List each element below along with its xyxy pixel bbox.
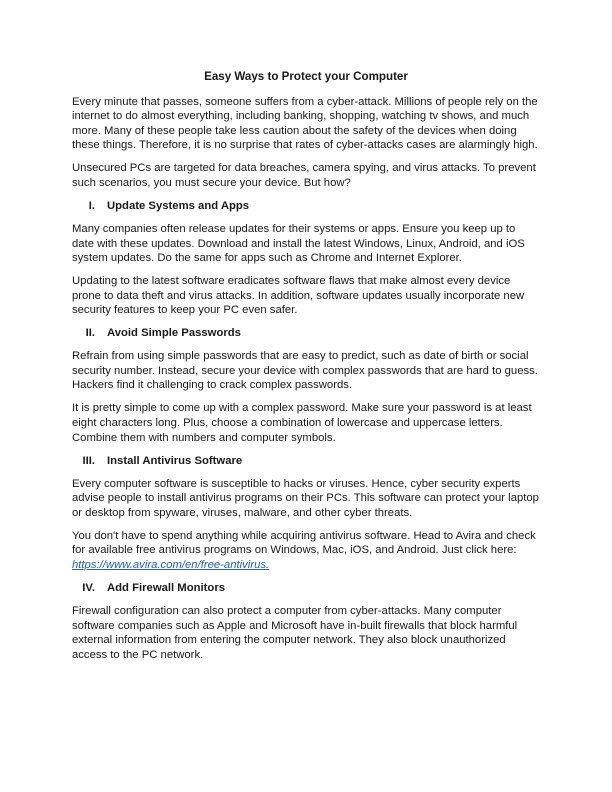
section-title: Add Firewall Monitors (107, 581, 225, 594)
intro-paragraph-2: Unsecured PCs are targeted for data breaches, camera spying, and virus attacks. To prevent such scenarios, you must secure your device. But how? (72, 162, 536, 189)
section-title: Avoid Simple Passwords (107, 327, 241, 340)
section-2-paragraph-2: It is pretty simple to come up with a complex password. Make sure your password is at least eight characters long. Plus, choose a combination of lowercase and uppercase letters. Combine them with numbers and computer symbols. (72, 402, 532, 444)
intro-paragraph-1: Every minute that passes, someone suffers from a cyber-attack. Millions of people rely on the internet to do almost everything, including banking, shopping, watching tv shows, and much more. Many of these people take less caution about the safety of the devices when doing these things. Therefore, it is no surprise that rates of cyber-attacks cases are alarmingly high. (72, 95, 538, 152)
document-title: Easy Ways to Protect your Computer (204, 70, 408, 83)
section-1-paragraph-1: Many companies often release updates for their systems or apps. Ensure you keep up to date with these updates. Download and install the latest Windows, Linux, Android, and iOS system updates. Do the same for apps such as Chrome and Internet Explorer. (72, 222, 525, 265)
section-numeral: III. (82, 454, 95, 467)
section-numeral: II. (85, 327, 95, 340)
section-numeral: IV. (82, 581, 95, 594)
section-title: Install Antivirus Software (107, 454, 243, 467)
section-4-paragraph-1: Firewall configuration can also protect a computer from cyber-attacks. Many computer software companies such as Apple and Microsoft have in-built firewalls that block harmful external information from entering the computer network. They also block unauthorized access to the PC network. (72, 604, 518, 661)
section-heading-3 (72, 454, 540, 469)
link-trailing-period[interactable]: . (266, 558, 270, 571)
section-title: Update Systems and Apps (107, 199, 250, 212)
section-heading-1 (72, 199, 540, 214)
section-2-paragraph-1: Refrain from using simple passwords that are easy to predict, such as date of birth or social security number. Instead, secure your device with complex passwords that are hard to guess. Hackers find it challenging to crack complex passwords. (72, 350, 538, 392)
section-3-paragraph-1: Every computer software is susceptible to hacks or viruses. Hence, cyber security experts advise people to install antivirus programs on their PCs. This software can protect your laptop or desktop from spyware, viruses, malware, and other cyber threats. (72, 477, 539, 519)
section-heading-2 (72, 326, 540, 341)
section-3-paragraph-2 (72, 529, 540, 573)
section-heading-4 (72, 581, 540, 596)
link-lead-text: You don't have to spend anything while acquiring antivirus software. Head to Avira and check for available free antivirus programs on Windows, Mac, iOS, and Android. Just click here: (72, 529, 536, 557)
avira-link[interactable]: https://www.avira.com/en/free-antivirus (72, 558, 266, 571)
section-1-paragraph-2: Updating to the latest software eradicates software flaws that make almost every device prone to data theft and virus attacks. In addition, software updates usually incorporate new security features to keep your PC even safer. (72, 275, 525, 317)
section-numeral: I. (88, 199, 95, 212)
